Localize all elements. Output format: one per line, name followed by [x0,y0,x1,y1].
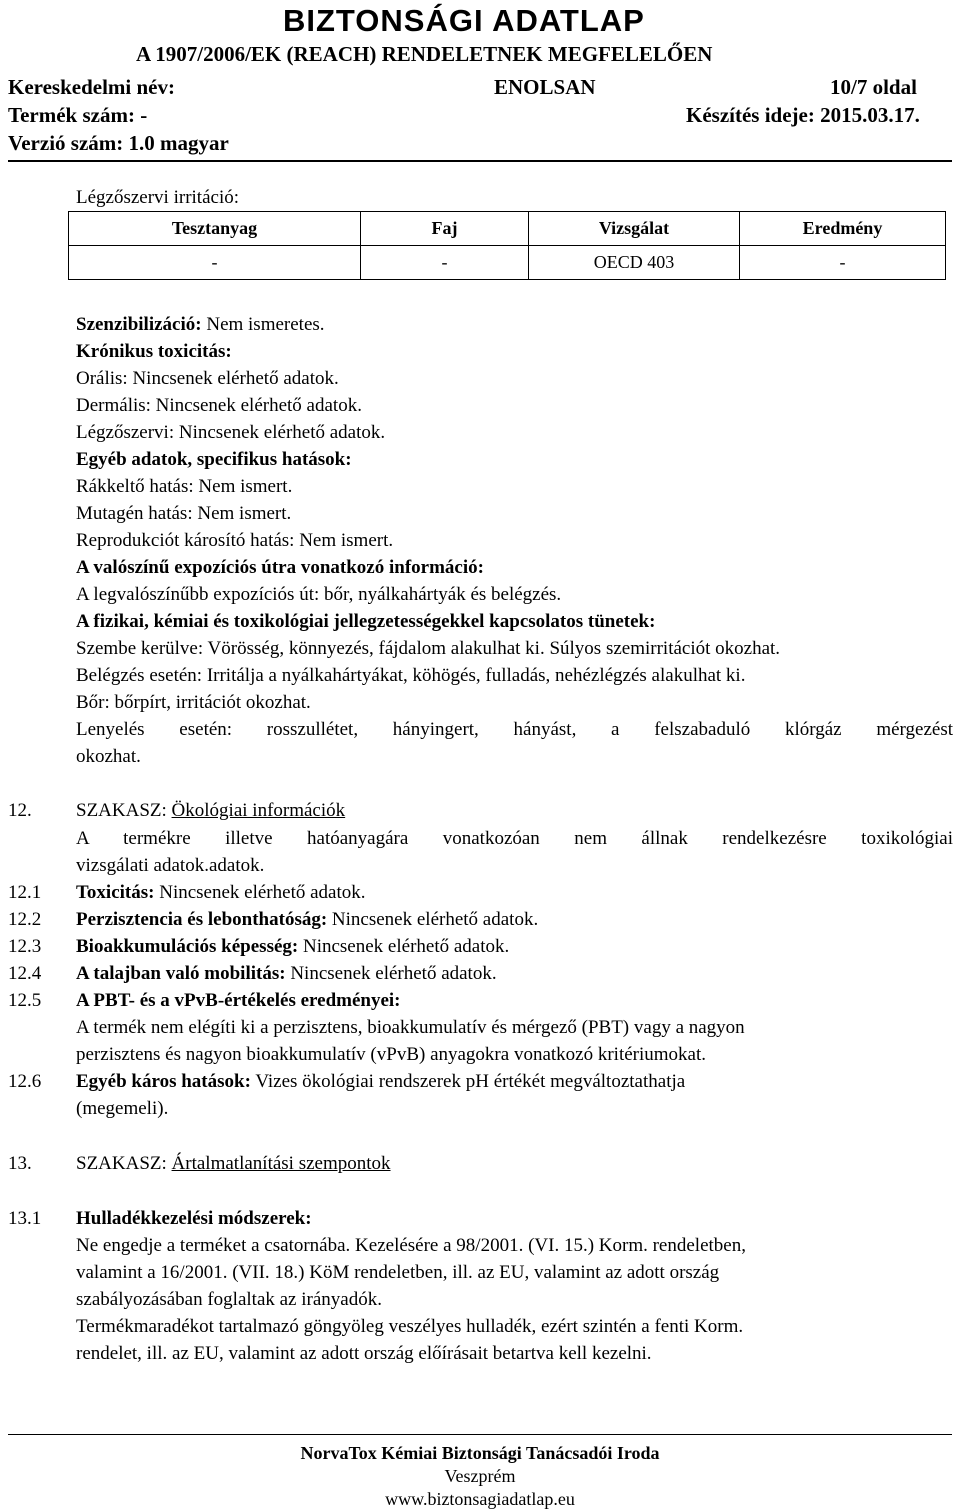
item-label: Egyéb káros hatások: [76,1071,251,1092]
item-number: 12.4 [8,963,42,984]
header-divider [8,160,952,162]
doc-title: BIZTONSÁGI ADATLAP [283,3,645,38]
item-text: Nincsenek elérhető adatok. [154,882,366,903]
pbt-line-cont: perzisztens és nagyon bioakkumulatív (vPvB) anyagokra vonatkozó kritériumokat. [76,1044,707,1065]
reproductive-line: Reprodukciót károsító hatás: Nem ismert. [76,530,394,551]
table-header-cell: Vizsgálat [529,212,740,246]
sensitization-line [76,315,325,334]
chronic-toxicity-label: Krónikus toxicitás: [76,341,232,362]
item-label: A talajban való mobilitás: [76,963,286,984]
sensitization-value: Nem ismeretes. [201,314,325,335]
ingestion-line: Lenyelés esetén: rosszullétet, hányingert, hányást, a felszabaduló klórgáz mérgezést [76,719,953,740]
section-12-intro-cont: vizsgálati adatok.adatok. [76,855,265,876]
item-text: Nincsenek elérhető adatok. [298,936,510,957]
doc-subtitle: A 1907/2006/EK (REACH) RENDELETNEK MEGFELELŐEN [136,42,713,66]
item-number: 12.2 [8,909,42,930]
version-number: Verzió szám: 1.0 magyar [8,131,229,155]
resp-irritation-label: Légzőszervi irritáció: [76,187,240,208]
item-label: Perzisztencia és lebonthatóság: [76,909,328,930]
item-number: 12.1 [8,882,42,903]
persistence-line [76,910,538,929]
section-12-heading [76,801,345,820]
oral-line: Orális: Nincsenek elérhető adatok. [76,368,339,389]
table-header-row [69,212,946,246]
waste-line: Termékmaradékot tartalmazó göngyöleg veszélyes hulladék, ezért szintén a fenti Korm. [76,1316,744,1337]
dermal-line: Dermális: Nincsenek elérhető adatok. [76,395,362,416]
footer-city: Veszprém [444,1466,516,1486]
table-cell: - [361,246,529,280]
table-cell: - [69,246,361,280]
item-number: 12.6 [8,1071,42,1092]
other-effects-line [76,1072,685,1091]
waste-line: valamint a 16/2001. (VII. 18.) KöM rendeletben, ill. az EU, valamint az adott ország [76,1262,720,1283]
section-12-title: Ökológiai információk [171,800,346,821]
footer-organization: NorvaTox Kémiai Biztonsági Tanácsadói Iroda [300,1443,660,1463]
skin-line: Bőr: bőrpírt, irritációt okozhat. [76,692,311,713]
carcinogenic-line: Rákkeltő hatás: Nem ismert. [76,476,293,497]
table-header-cell: Tesztanyag [69,212,361,246]
other-data-label: Egyéb adatok, specifikus hatások: [76,449,352,470]
item-label: Bioakkumulációs képesség: [76,936,299,957]
waste-line: Ne engedje a terméket a csatornába. Kezelésére a 98/2001. (VI. 15.) Korm. rendeletben, [76,1235,746,1256]
item-number: 13.1 [8,1208,42,1229]
trade-name: ENOLSAN [494,75,596,99]
item-text: Vizes ökológiai rendszerek pH értékét megváltoztathatja [250,1071,686,1092]
item-text: Nincsenek elérhető adatok. [327,909,539,930]
resp-irritation-table [68,211,946,280]
section-13-title: Ártalmatlanítási szempontok [171,1153,391,1174]
waste-line: rendelet, ill. az EU, valamint az adott ország előírásait betartva kell kezelni. [76,1343,652,1364]
table-row [69,246,946,280]
item-text: Nincsenek elérhető adatok. [285,963,497,984]
table-cell: OECD 403 [529,246,740,280]
page-number: 10/7 oldal [830,75,917,99]
sensitization-label: Szenzibilizáció: [76,314,202,335]
symptoms-label: A fizikai, kémiai és toxikológiai jellegzetességekkel kapcsolatos tünetek: [76,611,656,632]
section-13-number: 13. [8,1153,32,1174]
pbt-line: A termék nem elégíti ki a perzisztens, bioakkumulatív és mérgező (PBT) vagy a nagyon [76,1017,745,1038]
footer-website: www.biztonsagiadatlap.eu [385,1489,575,1509]
section-13-prefix: SZAKASZ: [76,1153,172,1174]
table-header-cell: Faj [361,212,529,246]
table-cell: - [740,246,946,280]
section-13-heading [76,1154,391,1173]
bioaccumulation-line [76,937,509,956]
creation-date: Készítés ideje: 2015.03.17. [686,103,920,127]
item-label: Toxicitás: [76,882,155,903]
ingestion-line-cont: okozhat. [76,746,141,767]
footer-divider [8,1434,952,1435]
item-number: 12.5 [8,990,42,1011]
soil-mobility-line [76,964,497,983]
mutagenic-line: Mutagén hatás: Nem ismert. [76,503,292,524]
section-12-prefix: SZAKASZ: [76,800,172,821]
product-number: Termék szám: - [8,103,148,127]
pbt-label: A PBT- és a vPvB-értékelés eredményei: [76,990,401,1011]
eye-contact-line: Szembe kerülve: Vörösség, könnyezés, fájdalom alakulhat ki. Súlyos szemirritációt okozhat. [76,638,781,659]
trade-name-label: Kereskedelmi név: [8,75,175,99]
exposure-route-label: A valószínű expozíciós útra vonatkozó információ: [76,557,484,578]
table-header-cell: Eredmény [740,212,946,246]
toxicity-line [76,883,366,902]
inhalation-line: Légzőszervi: Nincsenek elérhető adatok. [76,422,386,443]
section-12-number: 12. [8,800,32,821]
inhalation-symptoms-line: Belégzés esetén: Irritálja a nyálkahártyákat, köhögés, fulladás, nehézlégzés alakulhat ki. [76,665,746,686]
other-effects-cont: (megemeli). [76,1098,169,1119]
waste-line: szabályozásában foglaltak az irányadók. [76,1289,382,1310]
item-number: 12.3 [8,936,42,957]
section-12-intro: A termékre illetve hatóanyagára vonatkozóan nem állnak rendelkezésre toxikológiai [76,828,953,849]
exposure-route-line: A legvalószínűbb expozíciós út: bőr, nyálkahártyák és belégzés. [76,584,562,605]
waste-methods-label: Hulladékkezelési módszerek: [76,1208,312,1229]
